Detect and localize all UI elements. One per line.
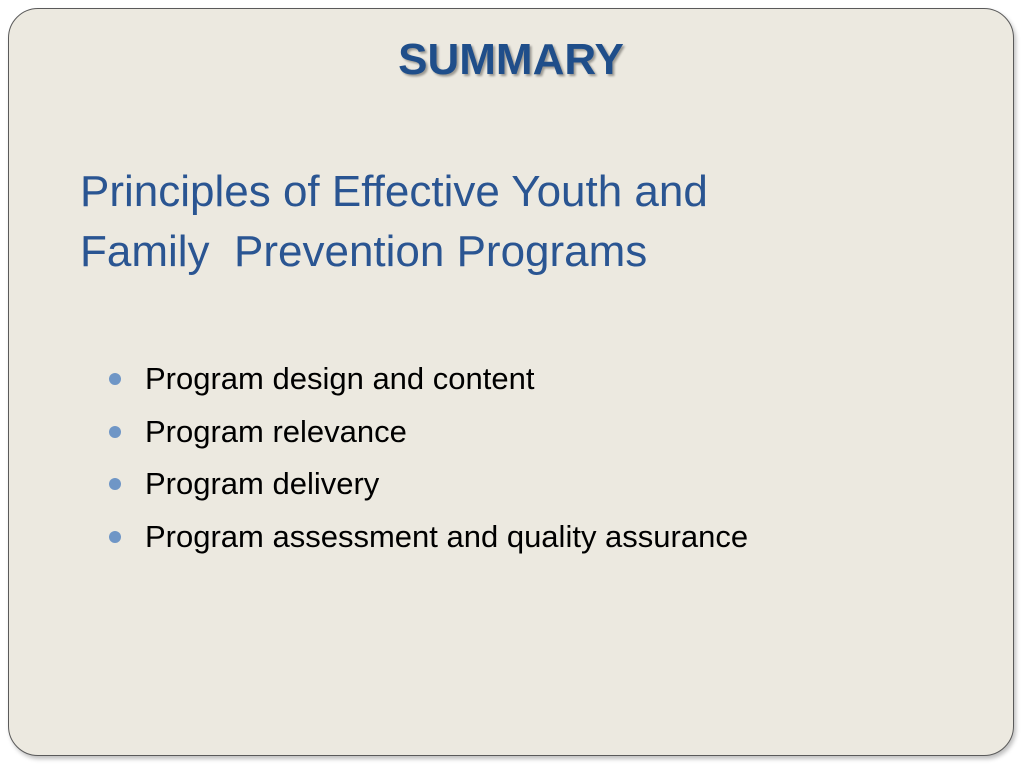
bullet-text: Program relevance — [145, 413, 407, 449]
slide-subtitle — [80, 162, 940, 282]
bullet-item — [105, 408, 748, 461]
bullet-item — [105, 355, 748, 408]
bullet-dot-icon — [109, 426, 121, 438]
bullet-text: Program assessment and quality assurance — [145, 518, 749, 554]
slide — [8, 8, 1014, 756]
bullet-dot-icon — [109, 373, 121, 385]
bullet-dot-icon — [109, 478, 121, 490]
subtitle-line: Principles of Effective Youth and — [80, 167, 708, 216]
subtitle-line: Family Prevention Programs — [80, 227, 648, 276]
bullet-dot-icon — [109, 531, 121, 543]
bullet-text: Program delivery — [145, 466, 380, 501]
bullet-text: Program design and content — [145, 361, 535, 396]
slide-title: SUMMARY — [398, 35, 624, 84]
bullet-item — [105, 513, 748, 566]
bullet-item — [105, 460, 748, 513]
bullet-list — [105, 355, 748, 565]
